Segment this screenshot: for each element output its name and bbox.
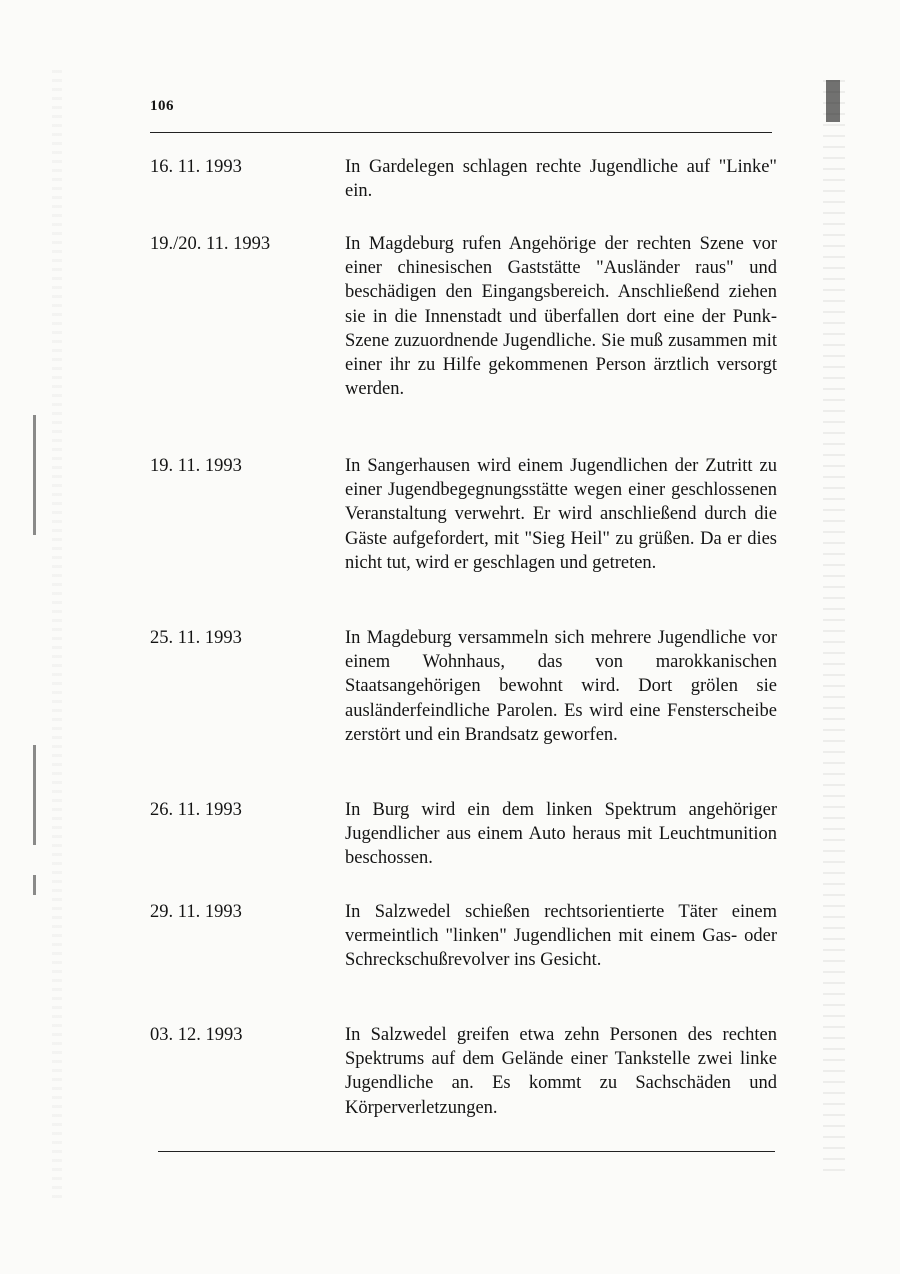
entry-date: 19./20. 11. 1993 — [150, 234, 271, 254]
scan-edge-right — [823, 80, 845, 1180]
entry-date: 19. 11. 1993 — [150, 456, 242, 476]
scan-mark-right — [826, 80, 840, 122]
entry-date: 16. 11. 1993 — [150, 157, 242, 177]
entry-text: In Sangerhausen wird einem Jugendlichen der Zutritt zu einer Jugendbegegnungsstätte wegen einer geschlossenen Veranstaltung verwehrt. Er wird anschließend durch die Gäste aufgefordert, mit "Sieg Heil" zu grüßen. Da er dies nicht tut, wird er geschlagen und getreten. — [345, 456, 777, 573]
entry-text: In Salzwedel greifen etwa zehn Personen des rechten Spektrums auf dem Gelände einer Tankstelle zwei linke Jugendliche an. Es kommt zu Sachschäden und Körperverletzungen. — [345, 1025, 777, 1118]
entry-text: In Magdeburg versammeln sich mehrere Jugendliche vor einem Wohnhaus, das von marokkanischen Staatsangehörigen bewohnt wird. Dort grölen sie ausländerfeindliche Parolen. Es wird eine Fensterscheibe zerstört und ein Brandsatz geworfen. — [345, 628, 777, 745]
scan-mark-left — [33, 745, 36, 845]
entry-date: 29. 11. 1993 — [150, 902, 242, 922]
scan-mark-left — [33, 875, 36, 895]
header-rule — [150, 132, 772, 133]
scan-mark-left — [33, 415, 36, 535]
entry-date: 26. 11. 1993 — [150, 800, 242, 820]
entry-date: 03. 12. 1993 — [150, 1025, 243, 1045]
scan-edge-left — [52, 70, 62, 1200]
entry-text: In Magdeburg rufen Angehörige der rechten Szene vor einer chinesischen Gaststätte "Ausländer raus" und beschädigen den Eingangsbereich. Anschließend ziehen sie in die Innenstadt und überfallen dort eine der Punk-Szene zuzuordnende Jugendliche. Sie muß zusammen mit einer ihr zu Hilfe gekommenen Person ärztlich versorgt werden. — [345, 234, 777, 400]
entry-text: In Gardelegen schlagen rechte Jugendliche auf "Linke" ein. — [345, 157, 777, 202]
entry-text: In Salzwedel schießen rechtsorientierte Täter einem vermeintlich "linken" Jugendlichen mit einem Gas- oder Schreckschußrevolver ins Gesicht. — [345, 902, 777, 971]
footer-rule — [158, 1151, 775, 1152]
entry-date: 25. 11. 1993 — [150, 628, 242, 648]
entry-text: In Burg wird ein dem linken Spektrum angehöriger Jugendlicher aus einem Auto heraus mit Leuchtmunition beschossen. — [345, 800, 777, 869]
page-number: 106 — [150, 98, 174, 114]
